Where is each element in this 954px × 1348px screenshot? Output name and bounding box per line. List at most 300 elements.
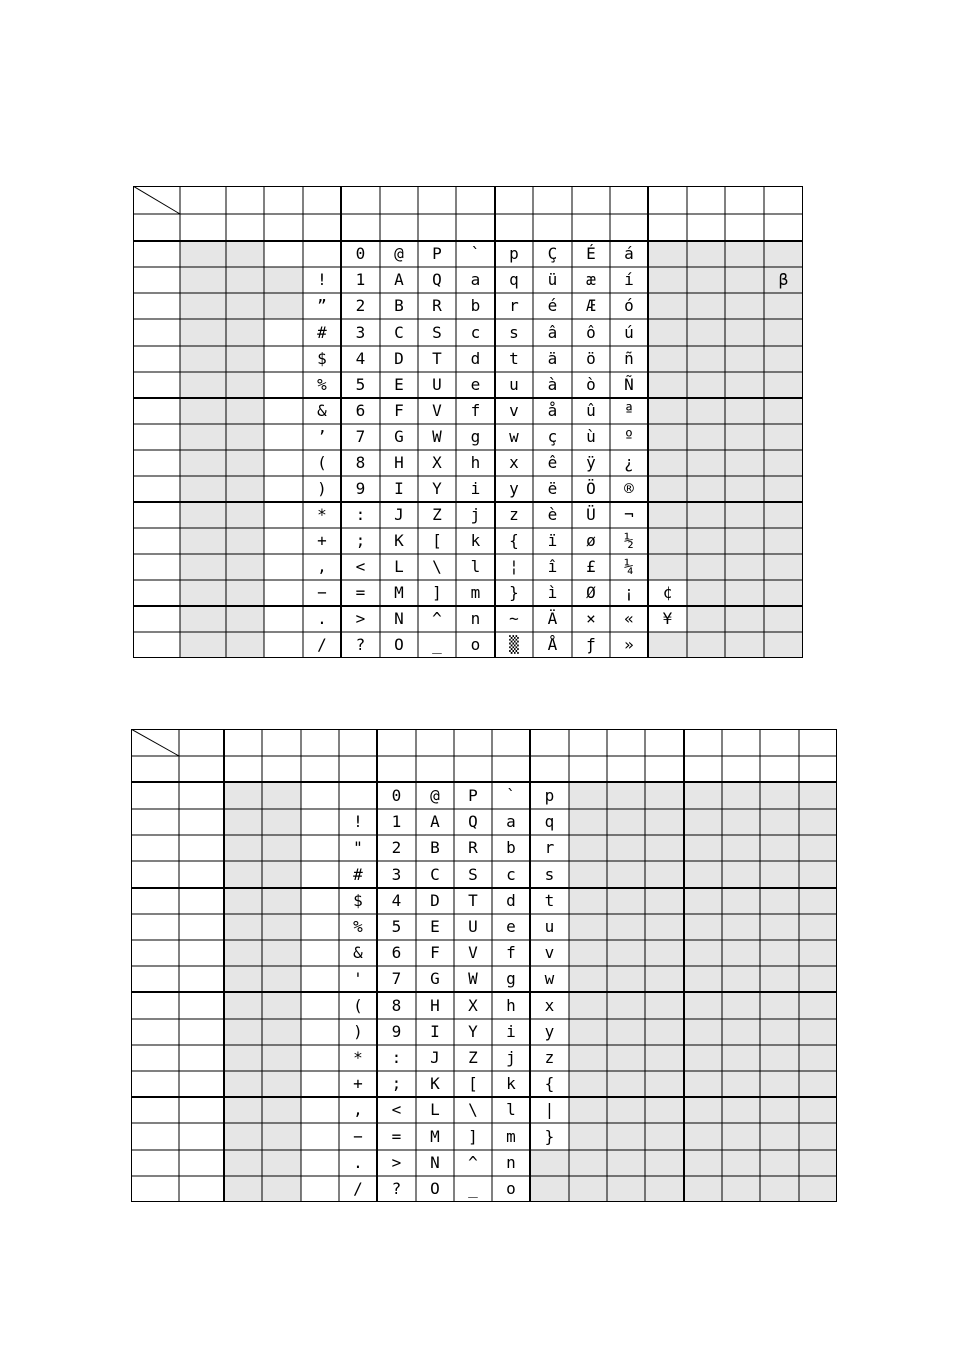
glyph-cell: æ [572,267,610,293]
empty-cell [179,888,224,914]
empty-cell [301,835,339,861]
glyph-cell: ó [610,293,648,319]
empty-cell [179,992,224,1019]
empty-cell [133,398,180,424]
empty-cell [226,372,264,398]
empty-cell [722,1176,760,1202]
empty-cell [687,293,725,319]
empty-cell [722,729,760,756]
empty-cell [645,940,684,966]
empty-cell [131,835,179,861]
empty-cell [377,729,416,756]
empty-cell [687,214,725,241]
empty-cell [648,372,687,398]
empty-cell [760,992,799,1019]
empty-cell [722,861,760,888]
empty-cell [301,729,339,756]
glyph-cell: H [380,450,418,476]
empty-cell [339,729,377,756]
empty-cell [418,214,456,241]
glyph-cell: Q [454,809,492,835]
glyph-cell: B [380,293,418,319]
glyph-cell: & [303,398,341,424]
empty-cell [760,1097,799,1123]
empty-cell [760,1176,799,1202]
glyph-cell: \ [418,554,456,580]
glyph-cell: w [530,966,569,992]
glyph-cell: = [341,580,380,606]
empty-cell [264,319,303,346]
empty-cell [645,1150,684,1176]
glyph-cell: m [492,1123,530,1150]
glyph-cell: ? [377,1176,416,1202]
empty-cell [569,729,607,756]
empty-cell [607,1150,645,1176]
empty-cell [569,861,607,888]
empty-cell [180,293,226,319]
glyph-cell: Z [418,502,456,528]
empty-cell [131,1045,179,1071]
glyph-cell: D [416,888,454,914]
empty-cell [133,450,180,476]
empty-cell [264,528,303,554]
empty-cell [533,214,572,241]
glyph-cell: ¦ [495,554,533,580]
empty-cell [264,241,303,267]
glyph-cell: 4 [341,346,380,372]
glyph-cell: j [492,1045,530,1071]
empty-cell [722,756,760,782]
empty-cell [301,782,339,809]
glyph-cell: % [339,914,377,940]
glyph-cell: / [303,632,341,658]
empty-cell [133,580,180,606]
glyph-cell: Ø [572,580,610,606]
empty-cell [264,267,303,293]
glyph-cell: 2 [377,835,416,861]
empty-cell [569,756,607,782]
empty-cell [725,632,764,658]
empty-cell [764,580,803,606]
empty-cell [799,861,837,888]
glyph-cell: ” [303,293,341,319]
glyph-cell: ( [303,450,341,476]
glyph-cell: h [492,992,530,1019]
glyph-cell: a [456,267,495,293]
empty-cell [607,1176,645,1202]
glyph-cell: 5 [377,914,416,940]
empty-cell [725,450,764,476]
empty-cell [569,992,607,1019]
empty-cell [454,756,492,782]
glyph-cell: b [456,293,495,319]
empty-cell [224,835,262,861]
empty-cell [262,782,301,809]
empty-cell [569,1123,607,1150]
empty-cell [687,606,725,632]
empty-cell [339,756,377,782]
glyph-cell: ] [418,580,456,606]
empty-cell [764,450,803,476]
empty-cell [131,1019,179,1045]
empty-cell [645,809,684,835]
glyph-cell: O [380,632,418,658]
empty-cell [226,606,264,632]
empty-cell [607,782,645,809]
glyph-cell: ¥ [648,606,687,632]
empty-cell [533,186,572,214]
empty-cell [607,1071,645,1097]
glyph-cell: ç [533,424,572,450]
empty-cell [179,1176,224,1202]
glyph-cell: q [530,809,569,835]
empty-cell [684,1150,722,1176]
glyph-cell: r [530,835,569,861]
empty-cell [226,424,264,450]
glyph-cell: − [303,580,341,606]
empty-cell [725,241,764,267]
glyph-cell: \ [454,1097,492,1123]
glyph-cell: < [341,554,380,580]
empty-cell [764,606,803,632]
empty-cell [569,1150,607,1176]
empty-cell [645,914,684,940]
empty-cell [687,398,725,424]
empty-cell [131,1097,179,1123]
glyph-cell: ª [610,398,648,424]
glyph-cell: C [380,319,418,346]
empty-cell [492,729,530,756]
empty-cell [133,267,180,293]
glyph-cell: U [454,914,492,940]
glyph-cell: p [530,782,569,809]
empty-cell [226,241,264,267]
empty-cell [607,966,645,992]
empty-cell [180,398,226,424]
empty-cell [224,992,262,1019]
glyph-cell: t [530,888,569,914]
empty-cell [648,528,687,554]
empty-cell [760,861,799,888]
empty-cell [607,835,645,861]
glyph-cell: ¬ [610,502,648,528]
empty-cell [722,1123,760,1150]
glyph-cell: + [303,528,341,554]
empty-cell [224,1150,262,1176]
empty-cell [495,214,533,241]
empty-cell [648,319,687,346]
glyph-cell: X [418,450,456,476]
empty-cell [303,241,341,267]
glyph-cell: N [380,606,418,632]
glyph-cell: 8 [377,992,416,1019]
empty-cell [684,1123,722,1150]
empty-cell [760,1150,799,1176]
glyph-cell: β [764,267,803,293]
empty-cell [764,476,803,502]
empty-cell [224,1019,262,1045]
empty-cell [224,1176,262,1202]
glyph-cell: « [610,606,648,632]
glyph-cell: ö [572,346,610,372]
empty-cell [264,346,303,372]
empty-cell [722,966,760,992]
empty-cell [301,966,339,992]
glyph-cell: A [416,809,454,835]
empty-cell [264,580,303,606]
empty-cell [264,372,303,398]
empty-cell [725,214,764,241]
glyph-cell: E [380,372,418,398]
empty-cell [569,1097,607,1123]
glyph-cell: 0 [377,782,416,809]
empty-cell [799,992,837,1019]
empty-cell [687,632,725,658]
empty-cell [262,940,301,966]
empty-cell [530,1150,569,1176]
glyph-cell: g [456,424,495,450]
empty-cell [725,528,764,554]
empty-cell [799,1176,837,1202]
glyph-cell: : [341,502,380,528]
empty-cell [764,214,803,241]
empty-cell [224,914,262,940]
empty-cell [131,782,179,809]
empty-cell [799,1019,837,1045]
glyph-cell: 5 [341,372,380,398]
empty-cell [760,1019,799,1045]
glyph-cell: v [495,398,533,424]
empty-cell [264,554,303,580]
empty-cell [179,940,224,966]
empty-cell [569,914,607,940]
glyph-cell: − [339,1123,377,1150]
empty-cell [607,914,645,940]
glyph-cell: S [418,319,456,346]
glyph-cell: ô [572,319,610,346]
empty-cell [645,1097,684,1123]
empty-cell [760,729,799,756]
empty-cell [725,319,764,346]
glyph-cell: z [495,502,533,528]
glyph-cell: ; [341,528,380,554]
empty-cell [180,241,226,267]
empty-cell [760,940,799,966]
glyph-cell: 9 [341,476,380,502]
empty-cell [262,1045,301,1071]
empty-cell [179,835,224,861]
empty-cell [301,1071,339,1097]
glyph-cell: ) [303,476,341,502]
empty-cell [722,1150,760,1176]
empty-cell [133,293,180,319]
empty-cell [131,914,179,940]
empty-cell [684,1071,722,1097]
glyph-cell: ) [339,1019,377,1045]
empty-cell [607,1019,645,1045]
glyph-cell: x [530,992,569,1019]
glyph-cell: X [454,992,492,1019]
empty-cell [572,214,610,241]
empty-cell [569,809,607,835]
glyph-cell: Y [418,476,456,502]
empty-cell [262,888,301,914]
empty-cell [725,186,764,214]
empty-cell [687,267,725,293]
glyph-cell: h [456,450,495,476]
glyph-cell: ¼ [610,554,648,580]
glyph-cell: @ [380,241,418,267]
empty-cell [684,966,722,992]
empty-cell [180,186,226,214]
empty-cell [454,729,492,756]
glyph-cell: â [533,319,572,346]
empty-cell [799,782,837,809]
empty-cell [607,888,645,914]
glyph-cell: Ñ [610,372,648,398]
empty-cell [799,1123,837,1150]
glyph-cell: l [492,1097,530,1123]
empty-cell [725,554,764,580]
glyph-cell: ® [610,476,648,502]
glyph-cell: ü [533,267,572,293]
empty-cell [722,914,760,940]
glyph-cell: q [495,267,533,293]
empty-cell [725,267,764,293]
empty-cell [530,756,569,782]
empty-cell [607,809,645,835]
glyph-cell: ƒ [572,632,610,658]
empty-cell [131,1176,179,1202]
empty-cell [179,1019,224,1045]
empty-cell [645,1176,684,1202]
glyph-cell: M [380,580,418,606]
glyph-cell: r [495,293,533,319]
empty-cell [262,1176,301,1202]
empty-cell [264,293,303,319]
empty-cell [495,186,533,214]
empty-cell [180,580,226,606]
corner-cell [133,186,180,214]
empty-cell [687,372,725,398]
empty-cell [764,319,803,346]
glyph-cell: ½ [610,528,648,554]
empty-cell [610,214,648,241]
glyph-cell: í [610,267,648,293]
empty-cell [725,580,764,606]
empty-cell [131,1123,179,1150]
empty-cell [607,1123,645,1150]
glyph-cell: ê [533,450,572,476]
empty-cell [725,346,764,372]
empty-cell [760,782,799,809]
glyph-cell: H [416,992,454,1019]
empty-cell [301,1123,339,1150]
empty-cell [133,372,180,398]
empty-cell [684,1097,722,1123]
glyph-cell: x [495,450,533,476]
character-table-2 [131,729,837,1202]
empty-cell [645,729,684,756]
empty-cell [687,476,725,502]
empty-cell [684,940,722,966]
glyph-cell: L [416,1097,454,1123]
glyph-cell: " [339,835,377,861]
empty-cell [131,861,179,888]
empty-cell [645,888,684,914]
glyph-cell: k [492,1071,530,1097]
glyph-cell: ñ [610,346,648,372]
glyph-cell: a [492,809,530,835]
glyph-cell: y [495,476,533,502]
empty-cell [179,1097,224,1123]
glyph-cell: Æ [572,293,610,319]
empty-cell [264,632,303,658]
glyph-cell: ø [572,528,610,554]
empty-cell [687,319,725,346]
empty-cell [133,606,180,632]
empty-cell [569,835,607,861]
empty-cell [179,1150,224,1176]
empty-cell [722,835,760,861]
glyph-cell: u [495,372,533,398]
character-table-1 [133,186,803,658]
empty-cell [262,992,301,1019]
empty-cell [301,756,339,782]
glyph-cell: ì [533,580,572,606]
empty-cell [648,632,687,658]
glyph-cell: $ [339,888,377,914]
glyph-cell: e [492,914,530,940]
glyph-cell: t [495,346,533,372]
glyph-cell: L [380,554,418,580]
glyph-cell: à [533,372,572,398]
empty-cell [607,1097,645,1123]
glyph-cell: # [339,861,377,888]
empty-cell [262,729,301,756]
empty-cell [180,424,226,450]
glyph-cell: w [495,424,533,450]
empty-cell [301,1150,339,1176]
empty-cell [684,835,722,861]
glyph-cell: k [456,528,495,554]
empty-cell [799,729,837,756]
empty-cell [179,861,224,888]
glyph-cell: ` [456,241,495,267]
empty-cell [416,756,454,782]
glyph-cell: | [530,1097,569,1123]
empty-cell [607,756,645,782]
empty-cell [799,1097,837,1123]
empty-cell [722,782,760,809]
empty-cell [648,346,687,372]
empty-cell [645,756,684,782]
glyph-cell: M [416,1123,454,1150]
empty-cell [179,756,224,782]
empty-cell [760,1071,799,1097]
empty-cell [180,476,226,502]
glyph-cell: { [495,528,533,554]
empty-cell [262,756,301,782]
empty-cell [607,729,645,756]
glyph-cell: _ [418,632,456,658]
empty-cell [799,1045,837,1071]
empty-cell [226,267,264,293]
glyph-cell: Z [454,1045,492,1071]
glyph-cell: P [454,782,492,809]
empty-cell [264,606,303,632]
glyph-cell: å [533,398,572,424]
